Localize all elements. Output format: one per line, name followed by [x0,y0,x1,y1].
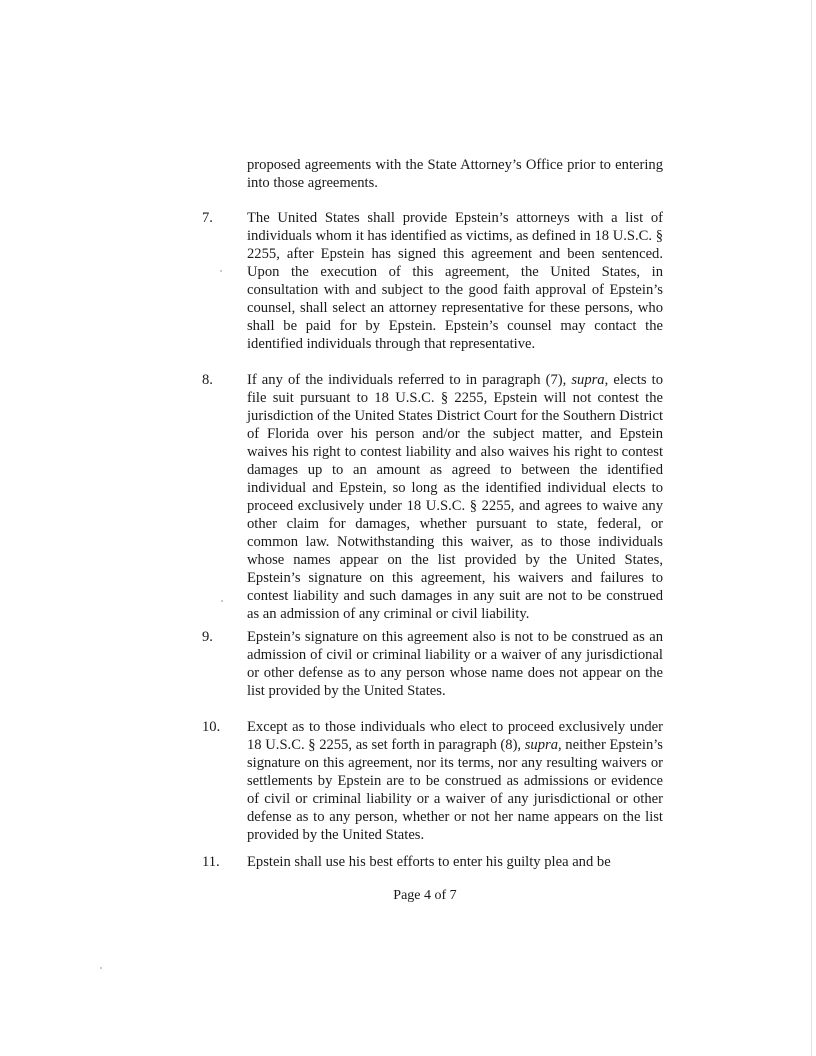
paragraph-text: Epstein’s signature on this agreement also is not to be construed as an admission of civil or criminal liability or a waiver of any jurisdictional or other defense as to any person whose name does not appear on the list provided by the United States. [247,629,663,699]
paragraph-11 [202,853,663,871]
paragraph-8 [202,371,663,623]
paragraph-10 [202,718,663,844]
paragraph-text-part: Except as to those individuals who elect to proceed exclusively under 18 U.S.C. § 2255, as set forth in paragraph (8), [247,719,663,753]
paragraph-text-part: , elects to file suit pursuant to 18 U.S.C. § 2255, Epstein will not contest the jurisdiction of the United States District Court for the Southern District of Florida over his person and/or the subject matter, and Epstein waives his right to contest liability and also waives his right to contest damages up to an amount as agreed to between the identified individual and Epstein, so long as the identified individual elects to proceed exclusively under 18 U.S.C. § 2255, and agrees to waive any other claim for damages, whether pursuant to state, federal, or common law. Notwithstanding this waiver, as to those individuals whose names appear on the list provided by the United States, Epstein’s signature on this agreement, his waivers and failures to contest liability and such damages in any suit are not to be construed as an admission of any criminal or civil liability. [247,372,663,622]
paragraph-number: 7. [202,210,213,226]
italic-supra: supra [524,737,558,753]
paragraph-9 [202,628,663,700]
paragraph-number: 11. [202,854,220,870]
paragraph-text [247,718,663,844]
paragraph-number: 9. [202,629,213,645]
paragraph-number: 8. [202,372,213,388]
paragraph-text-part: , neither Epstein’s signature on this agreement, nor its terms, nor any resulting waivers or settlements by Epstein are to be construed as admissions or evidence of civil or criminal liability or a waiver of any jurisdictional or other defense as to any person, whether or not her name appears on the list provided by the United States. [247,737,663,843]
paragraph-7 [202,209,663,353]
page-number: Page 4 of 7 [393,888,457,903]
paragraph-text-part: If any of the individuals referred to in paragraph (7), [247,372,572,388]
italic-supra: supra [571,372,605,388]
continuation-text: proposed agreements with the State Attorney’s Office prior to entering into those agreements. [247,157,663,191]
page-footer [0,888,816,904]
paragraph-text: Epstein shall use his best efforts to enter his guilty plea and be [247,854,611,870]
paragraph-number: 10. [202,719,221,735]
paragraph-text [247,371,663,623]
scan-speck [100,967,102,969]
paragraph-text: The United States shall provide Epstein’s attorneys with a list of individuals whom it has identified as victims, as defined in 18 U.S.C. § 2255, after Epstein has signed this agreement and been sentenced. Upon the execution of this agreement, the United States, in consultation with and subject to the good faith approval of Epstein’s counsel, shall select an attorney representative for these persons, who shall be paid for by Epstein. Epstein’s counsel may contact the identified individuals through that representative. [247,210,663,352]
